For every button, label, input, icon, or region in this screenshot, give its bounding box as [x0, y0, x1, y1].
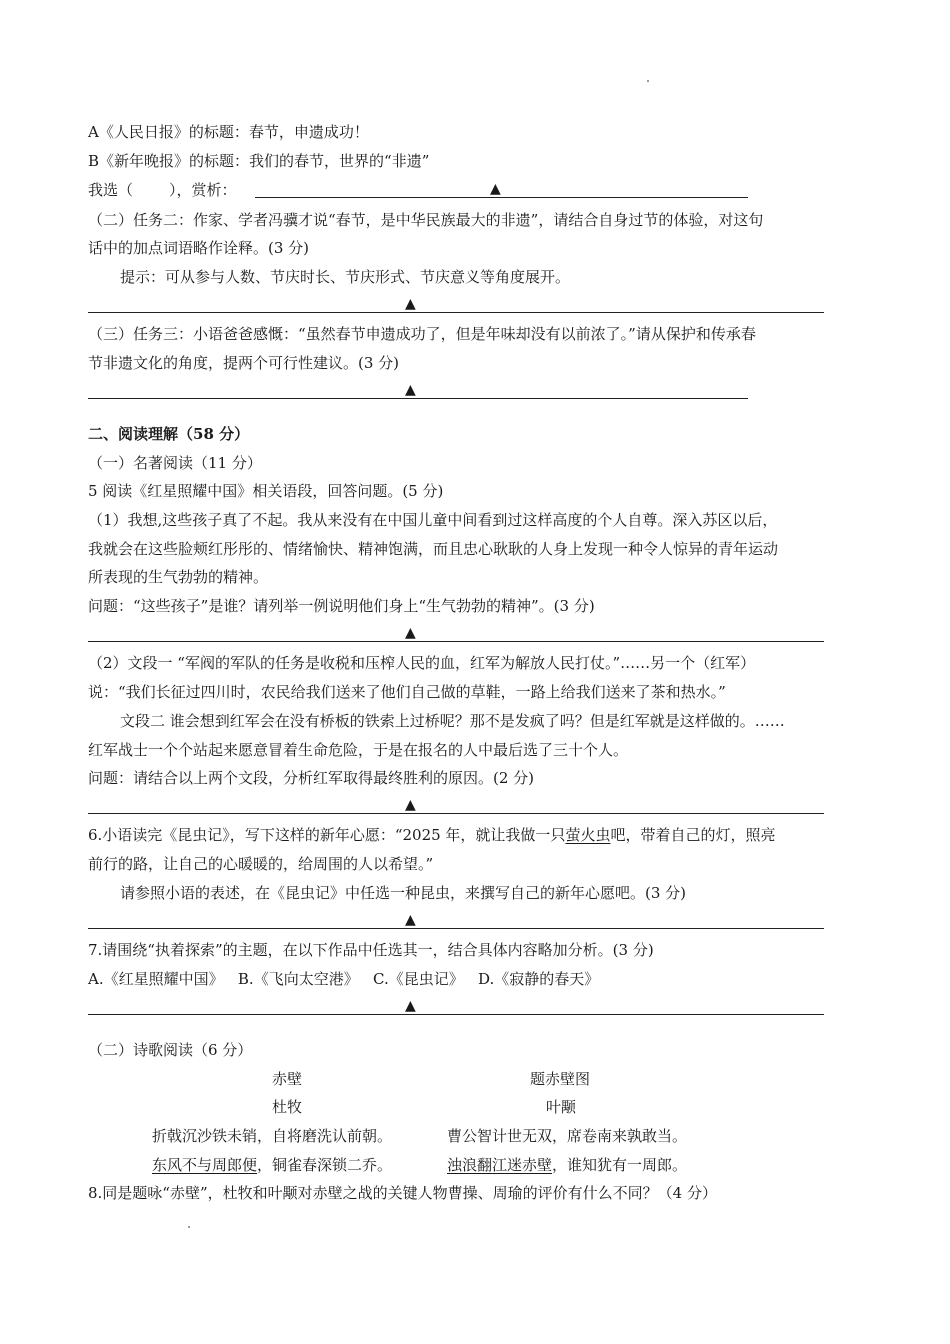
q6-line1	[88, 825, 775, 845]
answer-marker: ▲	[405, 382, 416, 398]
q5-question2: 问题：请结合以上两个文段，分析红军取得最终胜利的原因。(2 分)	[88, 769, 535, 787]
poem1-author: 杜牧	[272, 1098, 303, 1116]
option-b: B《新年晚报》的标题：我们的春节，世界的“非遗”	[88, 152, 430, 170]
scan-dot	[188, 1226, 190, 1228]
poem1-line2	[152, 1155, 392, 1175]
poem2-line2	[447, 1155, 687, 1175]
answer-line-6[interactable]	[88, 928, 824, 929]
poem2-underlined: 浊浪翻江迷赤壁	[447, 1156, 553, 1174]
q5-p2-line3: 文段二 谁会想到红军会在没有桥板的铁索上过桥呢？那不是发疯了吗？但是红军就是这样做的。……	[120, 712, 785, 730]
poem2-line1: 曹公智计世无双，席卷南来孰敢当。	[447, 1127, 688, 1145]
sub-heading-2: （二）诗歌阅读（6 分）	[88, 1041, 253, 1059]
section2-heading: 二、阅读理解（58 分）	[88, 425, 250, 443]
poem1-underlined: 东风不与周郎便	[152, 1156, 258, 1174]
task3-line1: （三）任务三：小语爸爸感慨：“虽然春节申遗成功了，但是年味却没有以前浓了。”请从保护和传承春	[88, 325, 756, 343]
answer-marker: ▲	[405, 296, 416, 312]
answer-marker: ▲	[405, 912, 416, 928]
q6-line1-a: 6.小语读完《昆虫记》，写下这样的新年心愿：“2025 年，就让我做一只	[88, 826, 566, 844]
answer-line-2[interactable]	[88, 312, 824, 313]
choose-prefix: 我选（	[88, 181, 134, 199]
poem2-line2-rest: ，谁知犹有一周郎。	[552, 1156, 688, 1174]
choose-suffix: ），赏析：	[169, 181, 237, 199]
answer-line-4[interactable]	[88, 641, 824, 642]
q5-p1-line2: 我就会在这些脸颊红彤彤的、情绪愉快、精神饱满，而且忠心耿耿的人身上发现一种令人惊异的青年运动	[88, 540, 779, 558]
sub-heading-1: （一）名著阅读（11 分）	[88, 454, 262, 472]
poem2-author: 叶颙	[546, 1098, 577, 1116]
q5-p1-line1: （1）我想,这些孩子真了不起。我从来没有在中国儿童中间看到过这样高度的个人自尊。深入苏区以后，	[88, 511, 778, 529]
poem2-title: 题赤壁图	[530, 1070, 591, 1088]
answer-line-3[interactable]	[88, 398, 748, 399]
task2-line1: （二）任务二：作家、学者冯骥才说“春节，是中华民族最大的非遗”，请结合自身过节的体验，对这句	[88, 211, 764, 229]
choose-line	[88, 180, 237, 200]
firefly-underlined: 萤火虫	[565, 826, 611, 844]
q5-p2-line1: （2）文段一 “军阀的军队的任务是收税和压榨人民的血，红军为解放人民打仗。”……另一个（红军）	[88, 654, 756, 672]
answer-marker: ▲	[405, 625, 416, 641]
poem1-title: 赤壁	[272, 1070, 303, 1088]
answer-line-7[interactable]	[88, 1014, 824, 1015]
answer-line-1[interactable]	[255, 197, 748, 198]
q5-title: 5 阅读《红星照耀中国》相关语段，回答问题。(5 分)	[88, 482, 444, 500]
poem1-line1: 折戟沉沙铁未销，自将磨洗认前朝。	[152, 1127, 393, 1145]
task2-hint: 提示：可从参与人数、节庆时长、节庆形式、节庆意义等角度展开。	[120, 268, 571, 286]
task3-line2: 节非遗文化的角度，提两个可行性建议。(3 分)	[88, 354, 400, 372]
q5-question1: 问题：“这些孩子”是谁？请列举一例说明他们身上“生气勃勃的精神”。(3 分)	[88, 597, 595, 615]
q7-line1: 7.请围绕“执着探索”的主题，在以下作品中任选其一，结合具体内容略加分析。(3 分)	[88, 941, 654, 959]
task2-line2: 话中的加点词语略作诠释。(3 分)	[88, 239, 310, 257]
option-a: A《人民日报》的标题：春节，申遗成功！	[88, 123, 369, 141]
answer-marker: ▲	[490, 181, 501, 197]
answer-marker: ▲	[405, 998, 416, 1014]
q7-options: A.《红星照耀中国》 B.《飞向太空港》 C.《昆虫记》 D.《寂静的春天》	[88, 970, 600, 988]
q8-line: 8.同是题咏“赤壁”，杜牧和叶颙对赤壁之战的关键人物曹操、周瑜的评价有什么不同？（4 分）	[88, 1184, 717, 1202]
answer-marker: ▲	[405, 797, 416, 813]
q5-p2-line4: 红军战士一个个站起来愿意冒着生命危险，于是在报名的人中最后选了三十个人。	[88, 741, 629, 759]
answer-line-5[interactable]	[88, 813, 824, 814]
poem1-line2-rest: ，铜雀春深锁二乔。	[257, 1156, 393, 1174]
scan-dot	[647, 80, 649, 82]
q5-p1-line3: 所表现的生气勃勃的精神。	[88, 568, 269, 586]
q5-p2-line2: 说：“我们长征过四川时，农民给我们送来了他们自己做的草鞋，一路上给我们送来了茶和热水。”	[88, 683, 726, 701]
q6-line3: 请参照小语的表述，在《昆虫记》中任选一种昆虫，来撰写自己的新年心愿吧。(3 分)	[120, 884, 687, 902]
q6-line2: 前行的路，让自己的心暖暖的，给周围的人以希望。”	[88, 855, 434, 873]
q6-line1-b: 吧，带着自己的灯，照亮	[610, 826, 776, 844]
